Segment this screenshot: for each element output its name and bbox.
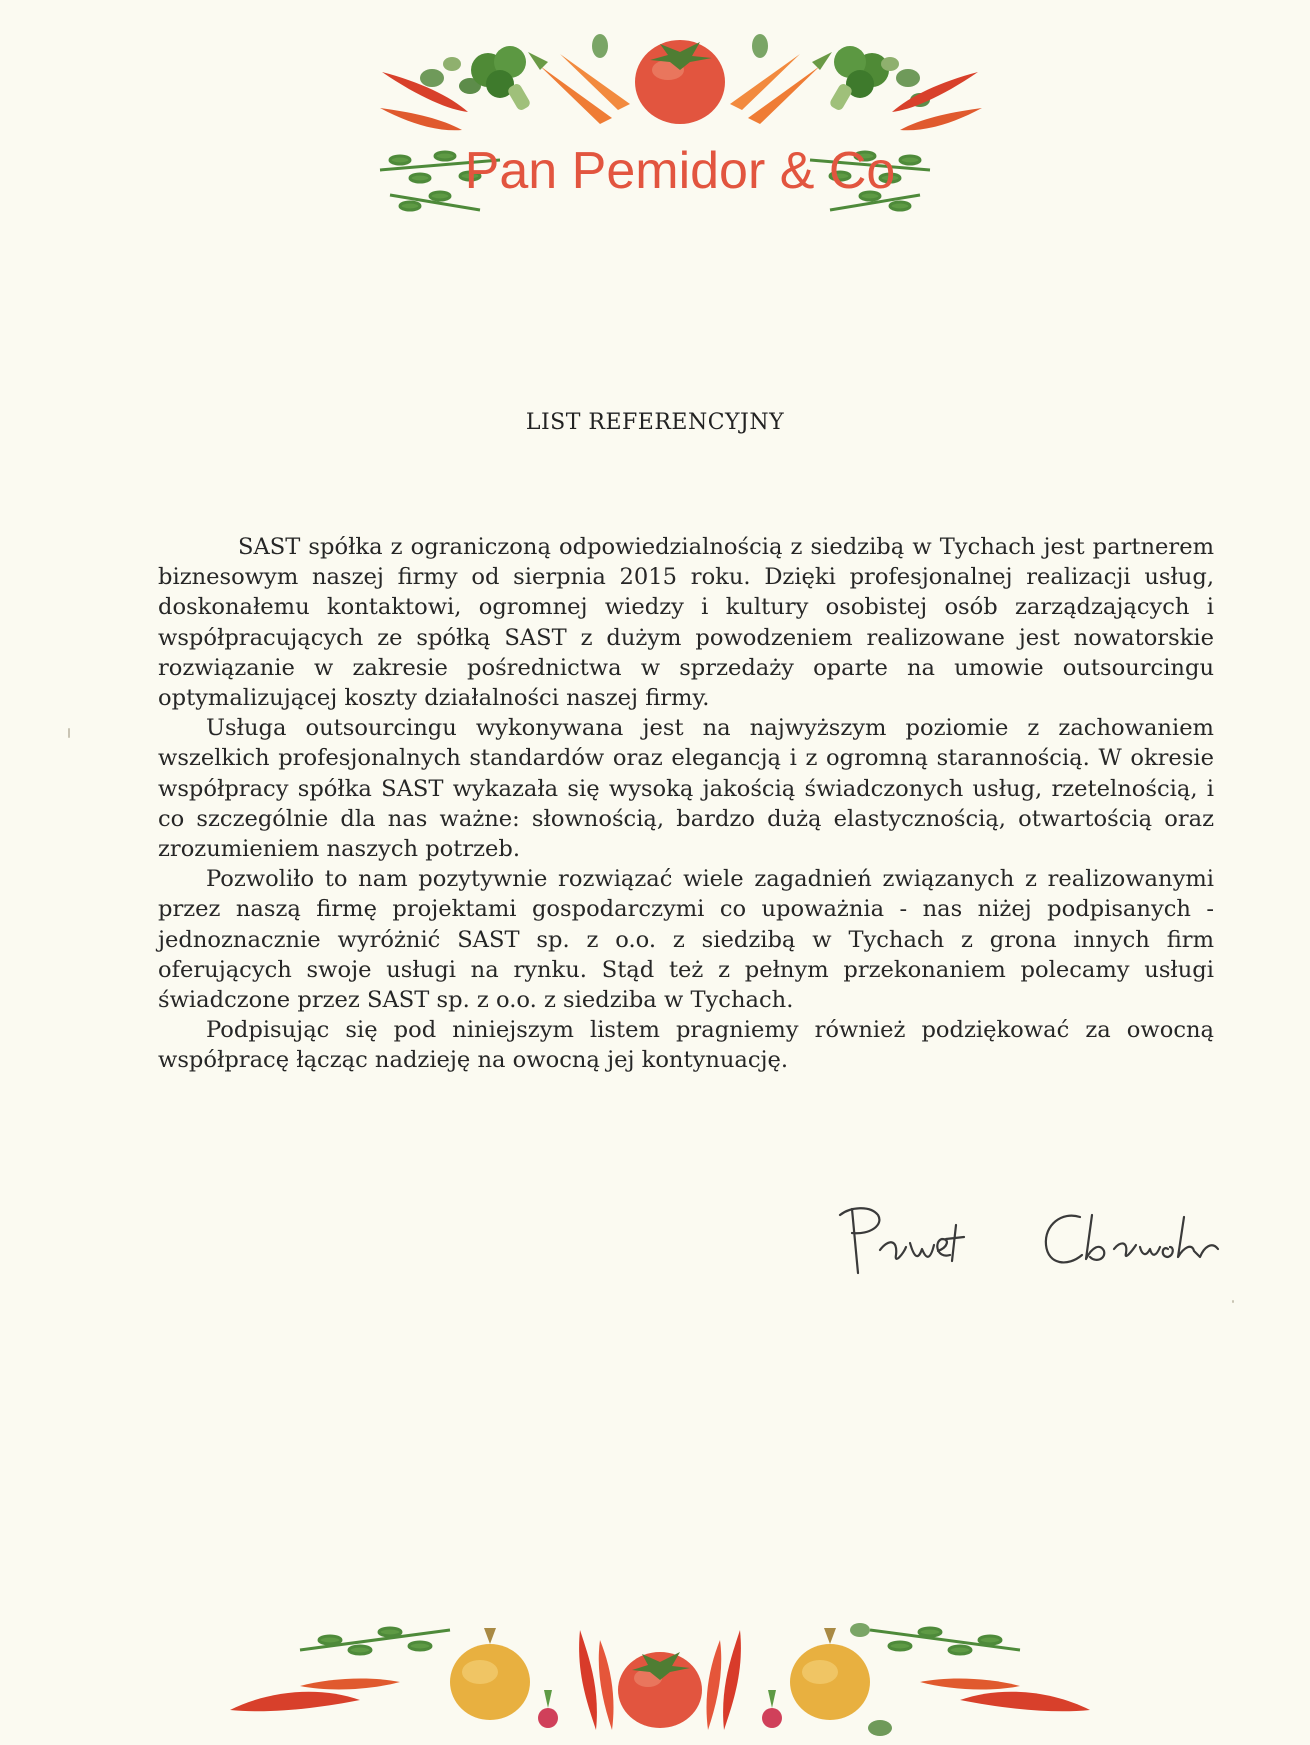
chili-icon	[920, 1679, 1020, 1690]
radish-icon	[538, 1690, 558, 1728]
chili-icon	[707, 1640, 722, 1730]
leaf-icon	[868, 1720, 892, 1736]
leaf-icon	[850, 1623, 870, 1637]
leaf-icon	[592, 34, 608, 58]
paper-speck	[68, 728, 70, 738]
onion-icon	[790, 1628, 870, 1720]
radish-icon	[762, 1690, 782, 1728]
paragraph: Usługa outsourcingu wykonywana jest na najwyższym poziomie z zachowaniem wszelkich profesjonalnych standardów oraz elegancją i z ogromną starannością. W okresie współpracy spółka SAST wykazała się wysoką jakością świadczonych usług, rzetelnością, i co szczególnie dla nas ważne: słownością, bardzo dużą elastycznością, otwartością oraz zrozumieniem naszych potrzeb.	[158, 715, 1214, 863]
carrot-icon	[748, 66, 820, 124]
footer-vegetables	[0, 1590, 1310, 1745]
paper-speck	[1232, 1300, 1234, 1303]
arugula-icon	[870, 1628, 1020, 1654]
letter-title: LIST REFERENCYJNY	[525, 410, 785, 435]
leaf-icon	[896, 69, 920, 87]
carrot-icon	[560, 54, 630, 110]
chili-icon	[960, 1692, 1090, 1712]
chili-icon	[300, 1679, 400, 1690]
paragraph: Podpisując się pod niniejszym listem pragniemy również podziękować za owocną współpracę łącząc nadzieję na owocną jej kontynuację.	[158, 1017, 1214, 1074]
paragraph: Pozwoliło to nam pozytywnie rozwiązać wiele zagadnień związanych z realizowanymi przez naszą firmę projektami gospodarczymi co upoważnia - nas niżej podpisanych - jednoznacznie wyróżnić SAST sp. z o.o. z siedzibą w Tychach z grona innych firm oferujących swoje usługi na rynku. Stąd też z pełnym przekonaniem polecamy usługi świadczone przez SAST sp. z o.o. z siedziba w Tychach.	[158, 866, 1214, 1014]
letterhead-logo	[0, 0, 1310, 240]
chili-icon	[230, 1692, 360, 1712]
paragraph: SAST spółka z ograniczoną odpowiedzialnością z siedzibą w Tychach jest partnerem biznesowym naszej firmy od sierpnia 2015 roku. Dzięki profesjonalnej realizacji usług, doskonałemu kontaktowi, ogromnej wiedzy i kultury osobistej osób zarządzających i współpracujących ze spółką SAST z dużym powodzeniem realizowane jest nowatorskie rozwiązanie w zakresie pośrednictwa w sprzedaży oparte na umowie outsourcingu optymalizującej koszty działalności naszej firmy.	[158, 534, 1214, 712]
chili-icon	[900, 108, 982, 130]
chili-icon	[723, 1630, 741, 1730]
logo-text: Pan Pemidor & Co	[464, 142, 896, 200]
arugula-icon	[300, 1628, 450, 1654]
leaf-icon	[443, 57, 461, 71]
carrot-icon	[540, 66, 612, 124]
letter-body	[158, 532, 1214, 1076]
onion-icon	[450, 1628, 530, 1720]
tomato-icon	[618, 1652, 702, 1728]
chili-icon	[380, 108, 462, 130]
leaf-icon	[752, 34, 768, 58]
tomato-icon	[635, 40, 725, 124]
broccoli-icon	[828, 46, 889, 112]
leaf-icon	[881, 57, 899, 71]
chili-icon	[579, 1630, 597, 1730]
broccoli-icon	[471, 46, 532, 112]
leaf-icon	[420, 69, 444, 87]
carrot-icon	[730, 54, 800, 110]
signature	[830, 1195, 1260, 1285]
chili-icon	[599, 1640, 614, 1730]
